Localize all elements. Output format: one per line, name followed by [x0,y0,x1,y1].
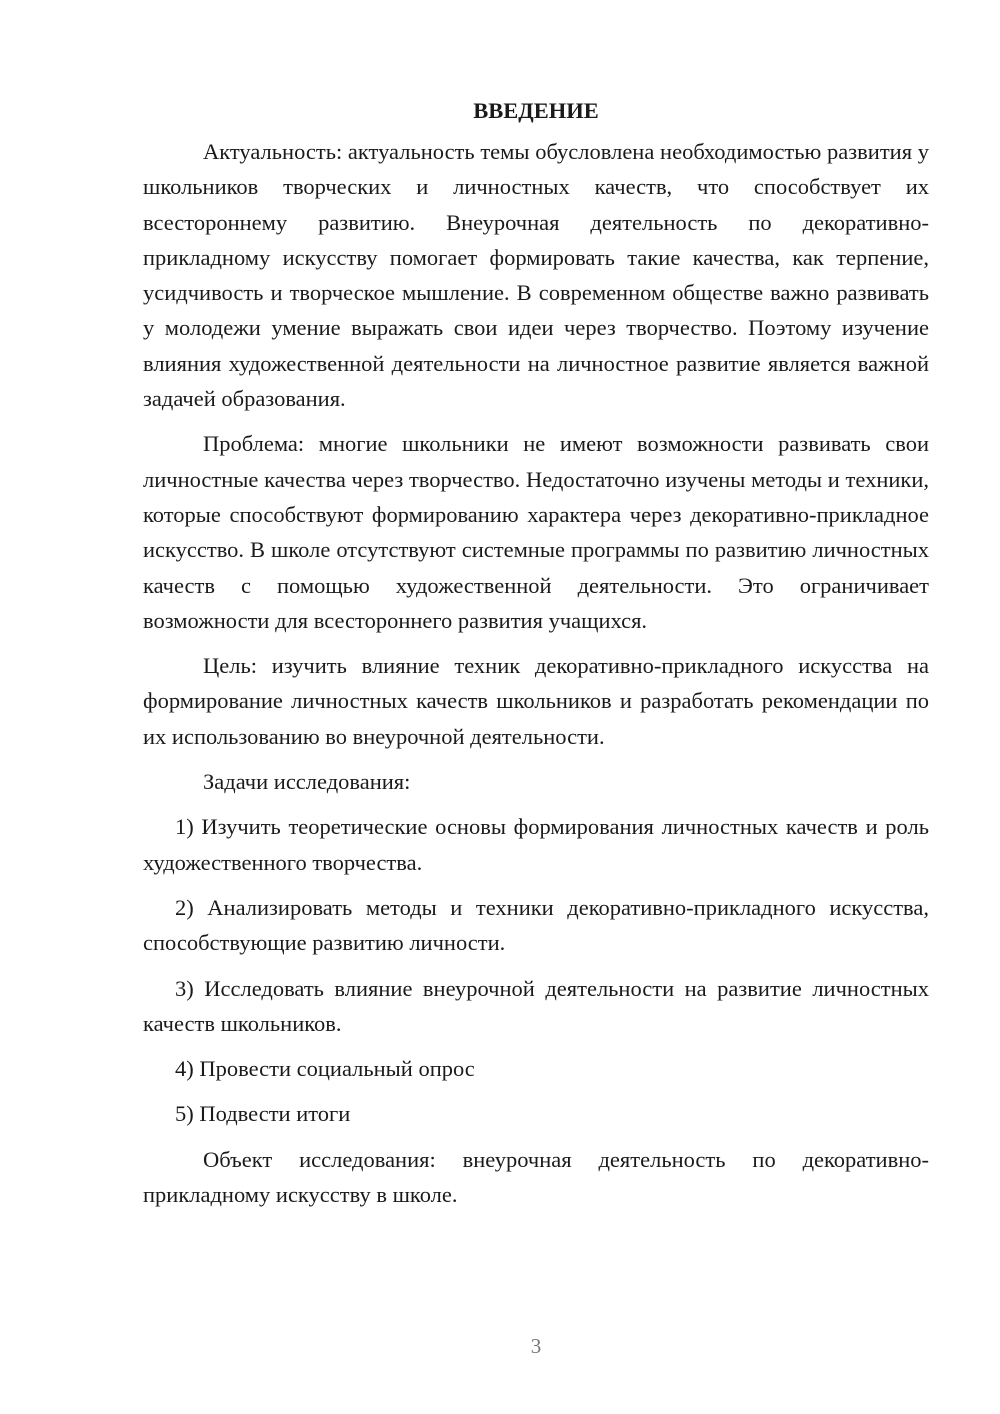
task-item: 3) Исследовать влияние внеурочной деятельности на развитие личностных качеств школьников. [143,975,929,1036]
object-paragraph: Объект исследования: внеурочная деятельность по декоративно-прикладному искусству в школе. [143,1146,929,1208]
task-item: 2) Анализировать методы и техники декоративно-прикладного искусства, способствующие развитию личности. [143,894,929,956]
goal-paragraph: Цель: изучить влияние техник декоративно-прикладного искусства на формирование личностных качеств школьников и разработать рекомендации по их использованию во внеурочной деятельности. [143,653,929,749]
section-title: ВВЕДЕНИЕ [473,98,599,123]
page-content [143,93,929,1222]
tasks-heading: Задачи исследования: [203,769,411,795]
task-item: 4) Провести социальный опрос [175,1056,475,1082]
page-number: 3 [530,1334,542,1358]
task-item: 5) Подвести итоги [175,1101,351,1127]
relevance-paragraph: Актуальность: актуальность темы обусловлена необходимостью развития у школьников творческих и личностных качеств, что способствует их всестороннему развитию. Внеурочная деятельность по декоративно-прикладному искусству помогает формировать такие качества, как терпение, усидчивость и творческое мышление. В современном обществе важно развивать у молодежи умение выражать свои идеи через творчество. Поэтому изучение влияния художественной деятельности на личностное развитие является важной задачей образования. [143,139,929,412]
task-item: 1) Изучить теоретические основы формирования личностных качеств и роль художественного творчества. [143,814,929,875]
problem-paragraph: Проблема: многие школьники не имеют возможности развивать свои личностные качества через творчество. Недостаточно изучены методы и техники, которые способствуют формированию характера через декоративно-прикладное искусство. В школе отсутствуют системные программы по развитию личностных качеств с помощью художественной деятельности. Это ограничивает возможности для всестороннего развития учащихся. [143,431,929,633]
